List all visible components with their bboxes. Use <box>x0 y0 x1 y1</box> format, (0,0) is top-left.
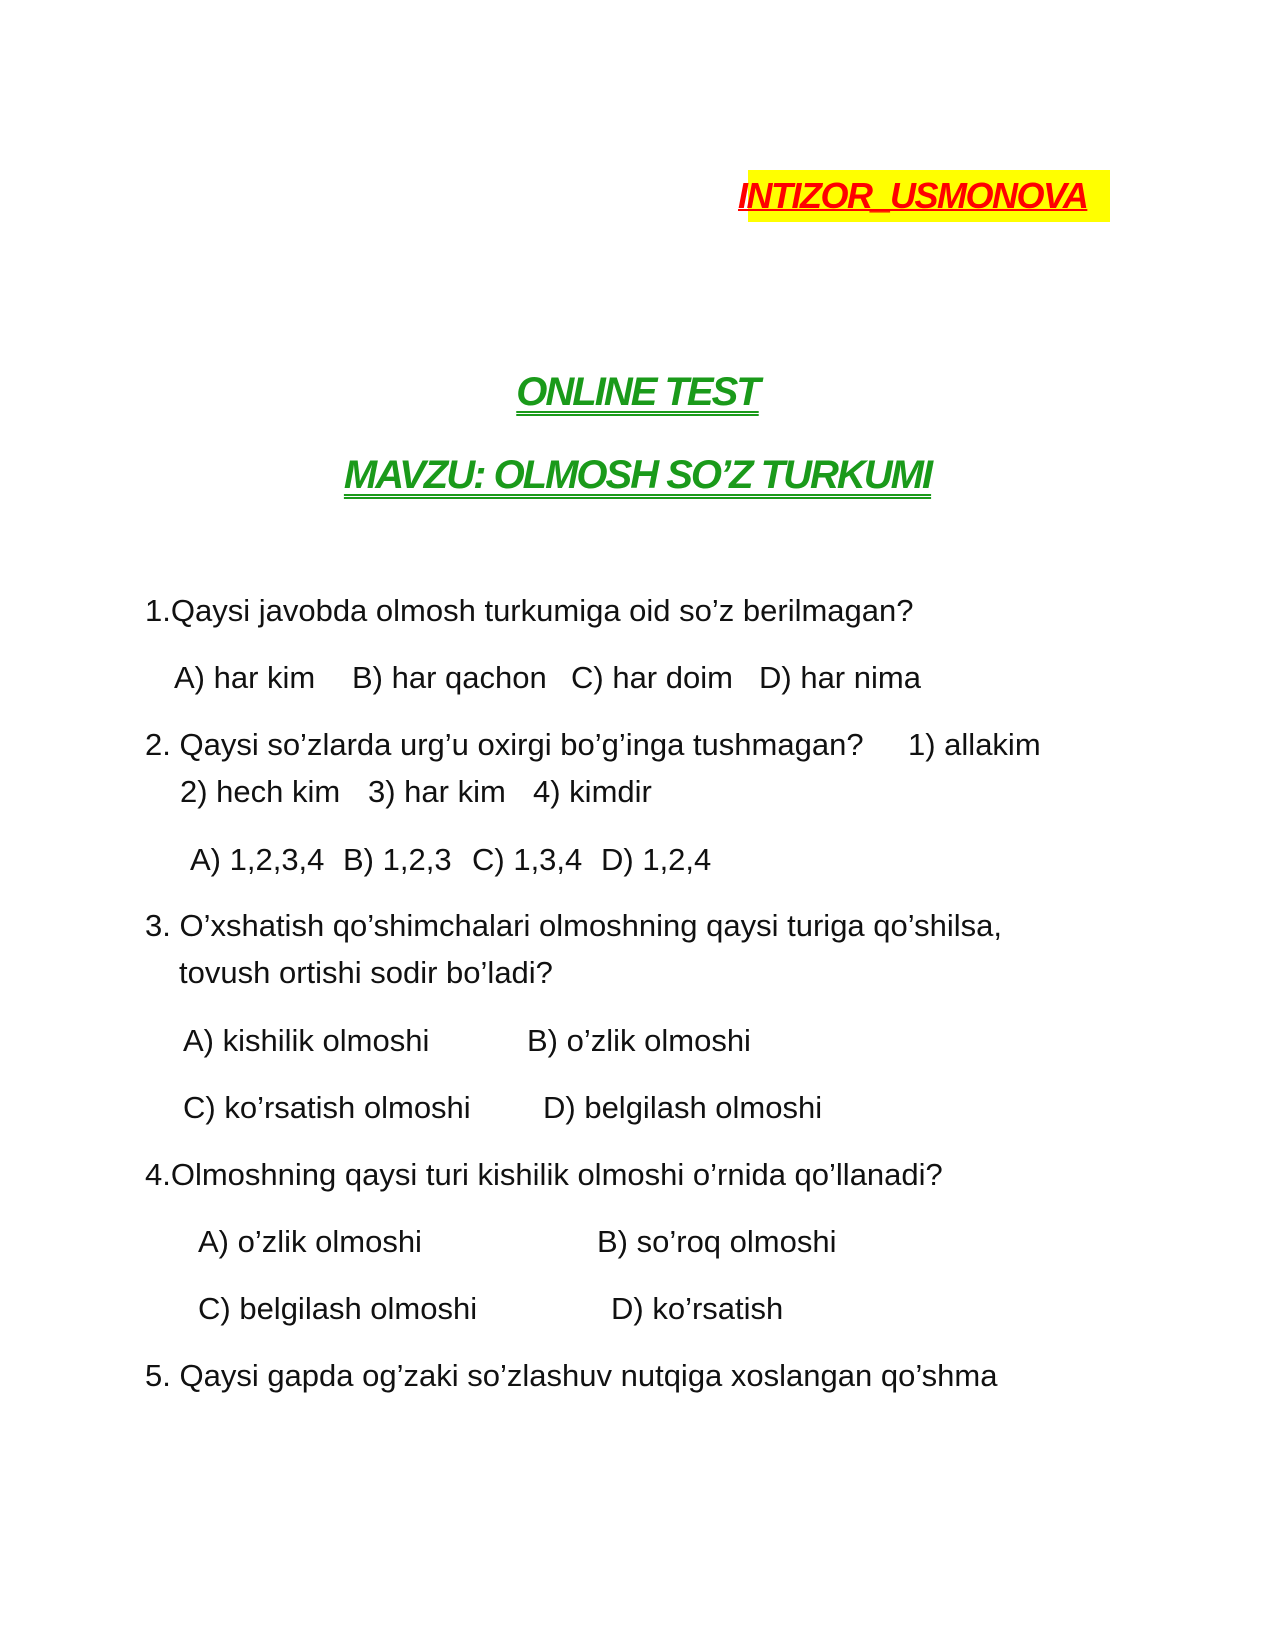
question-2-option-b: B) 1,2,3 <box>343 842 452 877</box>
question-5-text: 5. Qaysi gapda og’zaki so’zlashuv nutqiga xoslangan qo’shma <box>145 1358 998 1393</box>
question-1-option-a: A) har kim <box>174 660 316 695</box>
question-3-option-b: B) o’zlik olmoshi <box>527 1023 751 1058</box>
question-4-option-d: D) ko’rsatish <box>611 1291 784 1326</box>
question-2-item-1: 1) allakim <box>908 727 1041 762</box>
page-title-text: ONLINE TEST <box>516 370 759 414</box>
question-2-item-4: 4) kimdir <box>533 774 652 809</box>
page-subtitle <box>0 453 1275 498</box>
question-1-option-c: C) har doim <box>571 660 733 695</box>
question-2-text: 2. Qaysi so’zlarda urg’u oxirgi bo’g’inga tushmagan? <box>145 727 864 762</box>
author-label: INTIZOR_USMONOVA <box>738 175 1088 216</box>
page-title <box>0 370 1275 415</box>
question-4-option-a: A) o’zlik olmoshi <box>198 1224 422 1259</box>
question-4-option-b: B) so’roq olmoshi <box>597 1224 837 1259</box>
question-2-option-c: C) 1,3,4 <box>472 842 583 877</box>
question-3-text-line2: tovush ortishi sodir bo’ladi? <box>179 955 553 990</box>
question-3-option-d: D) belgilash olmoshi <box>543 1090 823 1125</box>
question-2-item-2: 2) hech kim <box>180 774 341 809</box>
question-2-item-3: 3) har kim <box>368 774 506 809</box>
question-1-option-b: B) har qachon <box>352 660 547 695</box>
question-1-text: 1.Qaysi javobda olmosh turkumiga oid so’z berilmagan? <box>145 593 914 628</box>
question-2-option-a: A) 1,2,3,4 <box>190 842 325 877</box>
question-3-option-c: C) ko’rsatish olmoshi <box>183 1090 471 1125</box>
author-name <box>738 170 1110 222</box>
page-subtitle-text: MAVZU: OLMOSH SO’Z TURKUMI <box>343 453 932 497</box>
question-2-option-d: D) 1,2,4 <box>601 842 712 877</box>
question-3-text-line1: 3. O’xshatish qo’shimchalari olmoshning qaysi turiga qo’shilsa, <box>145 908 1002 943</box>
question-3-option-a: A) kishilik olmoshi <box>183 1023 430 1058</box>
question-4-text: 4.Olmoshning qaysi turi kishilik olmoshi o’rnida qo’llanadi? <box>145 1157 943 1192</box>
question-1-option-d: D) har nima <box>759 660 921 695</box>
question-4-option-c: C) belgilash olmoshi <box>198 1291 478 1326</box>
